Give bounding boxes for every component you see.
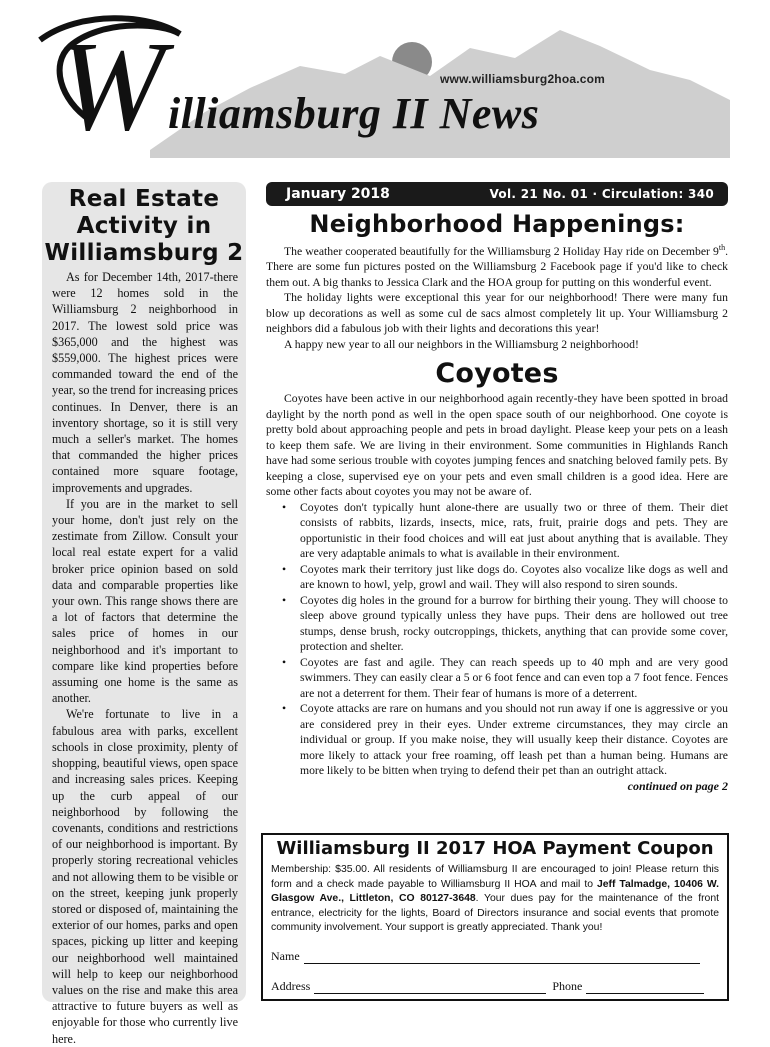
- issue-date: January 2018: [286, 186, 390, 202]
- issue-volume: Vol. 21 No. 01 · Circulation: 340: [489, 187, 714, 201]
- address-field[interactable]: [314, 981, 546, 994]
- name-row: [271, 949, 700, 964]
- list-item: • Coyotes don't typically hunt alone-there are usually two or three of them. Their diet consists of rabbits, lizards, insects, mice, rats, fruit, prairie dogs and pets. They are opportunistic in their food choices and will eat just about anything that is available. They are very adaptable animals to what is available in their environment.: [282, 500, 728, 561]
- address-label: Address: [271, 979, 311, 993]
- masthead: [0, 0, 770, 170]
- phone-label: Phone: [552, 979, 583, 993]
- website-url[interactable]: www.williamsburg2hoa.com: [440, 72, 606, 86]
- phone-field[interactable]: [586, 981, 704, 994]
- name-label: Name: [271, 949, 300, 963]
- coyotes-article: [266, 391, 728, 794]
- bullet-icon: •: [282, 500, 287, 514]
- list-item: • Coyotes mark their territory just like dogs do. Coyotes also vocalize like dogs as well and are known to howl, yelp, growl and wail. They will also respond to siren sounds.: [282, 562, 728, 592]
- coupon-text: Membership: $35.00. All residents of Williamsburg II are encouraged to join! Please return this form and a check made payable to Williamsburg II HOA and mail to Jeff Talmadge, 10406 W. Glasgow Ave., Littleton, CO 80127-3648. Your dues pay for the maintenance of the front entrance, electricity for the lights, Board of Directors insurance and social events that promote community involvement. Your support is greatly appreciated. Thank you!: [271, 864, 719, 933]
- bullet-icon: •: [282, 655, 287, 669]
- main-column: [266, 182, 728, 794]
- list-item: • Coyotes are fast and agile. They can reach speeds up to 40 mph and are very good swimmers. They can easily clear a 5 or 6 foot fence and can even top a 7 foot fence. Fences are not a deterrent for them. Their fear of humans is more of a deterrent.: [282, 655, 728, 700]
- sidebar-title: Real Estate Activity in Williamsburg 2: [44, 186, 244, 266]
- address-row: [271, 979, 704, 994]
- masthead-title: illiamsburg II News: [168, 89, 540, 138]
- coyotes-intro: Coyotes have been active in our neighborhood again recently-they have been spotted in broad daylight by the north pond as well in the open space south of our neighborhood. One coyote is pretty bold about approaching people and pets in broad daylight. Please keep your pets on a leash to keep them safe. We are living in their environment. Some communities in Highlands Ranch have had some serious trouble with coyotes jumping fences and snatching beloved family pets. By keeping a close, supervised eye on your pets and even small children is a good idea. Here are some other facts about coyotes you may not be aware of.: [266, 392, 728, 499]
- neighborhood-paragraph: A happy new year to all our neighbors in the Williamsburg 2 neighborhood!: [284, 337, 639, 351]
- sidebar-paragraph: As for December 14th, 2017-there were 12 homes sold in the Williamsburg 2 neighborhood in 2017. The lowest sold price was $365,000 and the highest was $559,000. The highest prices were commanded toward the end of the year, so the trend for increasing prices continues. In Denver, there is an inventory shortage, so it is still very much a seller's market. The homes that commanded the higher prices contained more square footage, improvements and upgrades.: [52, 270, 238, 495]
- coyote-facts-list: [266, 500, 728, 779]
- bullet-icon: •: [282, 593, 287, 607]
- list-item: • Coyote attacks are rare on humans and you should not run away if one is aggressive or you are considered prey in their eyes. Under extreme circumstances, they may circle an individual or group. If you make noise, they will usually keep their distance. Coyotes are more likely to attack your free roaming, off leash pet than a human being. Humans are more likely to be bitten when trying to defend their pet than an outright attack.: [282, 702, 728, 778]
- masthead-big-w: W: [58, 15, 165, 157]
- coyotes-heading: Coyotes: [435, 358, 559, 390]
- bullet-icon: •: [282, 702, 287, 716]
- sidebar-body: [52, 269, 238, 1047]
- continued-link[interactable]: continued on page 2: [627, 778, 728, 793]
- payment-coupon: [261, 833, 729, 1001]
- real-estate-sidebar: [42, 182, 246, 1046]
- sidebar-paragraph: We're fortunate to live in a fabulous area with parks, excellent schools in close proximity, plenty of shopping, beautiful views, open space and increasing sales prices. Keeping up the curb appeal of our neighborhood by following the covenants, conditions and restrictions of our neighborhood is important. By properly storing recreational vehicles and not allowing them to be visible or on the street, keeping junk properly stored or disposed of, maintaining the exterior of our homes, parks and open spaces, picking up litter and keeping our neighborhood well maintained will help to keep our neighborhood values on the rise and make this area attractive to future buyers as well as enjoyable for those who currently live here.: [52, 707, 238, 1046]
- neighborhood-article: [266, 240, 728, 352]
- neighborhood-paragraph: The weather cooperated beautifully for the Williamsburg 2 Holiday Hay ride on December 9th. There are some fun pictures posted on the Williamsburg 2 Facebook page if you'd like to check them out. A big thanks to Jessica Clark and the HOA group for putting on this wonderful event.: [266, 243, 728, 289]
- neighborhood-paragraph: The holiday lights were exceptional this year for our neighborhood! There were many fun blow up decorations as well as some cul de sacs almost completely lit up. Your Williamsburg 2 neighbors did a fabulous job with their lights and decorations this year!: [266, 291, 728, 336]
- coupon-title: Williamsburg II 2017 HOA Payment Coupon: [276, 838, 714, 859]
- bullet-icon: •: [282, 562, 287, 576]
- neighborhood-heading: Neighborhood Happenings:: [309, 210, 685, 238]
- list-item: • Coyotes dig holes in the ground for a burrow for birthing their young. They will choose to sleep above ground typically unless they have pups. Their dens are hollowed out tree stumps, dense brush, rocky outcroppings, thickets, anything that can provide some cover, protection and shelter.: [282, 593, 728, 654]
- issue-bar: [266, 182, 728, 206]
- sidebar-paragraph: If you are in the market to sell your home, don't just rely on the zestimate from Zillow. Consult your local real estate expert for a valid broker price opinion based on sold data and comparable properties like your own. This range shows there are a lot of factors that determine the sales price of homes in our neighborhood and it's important to compare like kind properties before assuming one home is the same as another.: [52, 496, 238, 706]
- name-field[interactable]: [304, 951, 700, 964]
